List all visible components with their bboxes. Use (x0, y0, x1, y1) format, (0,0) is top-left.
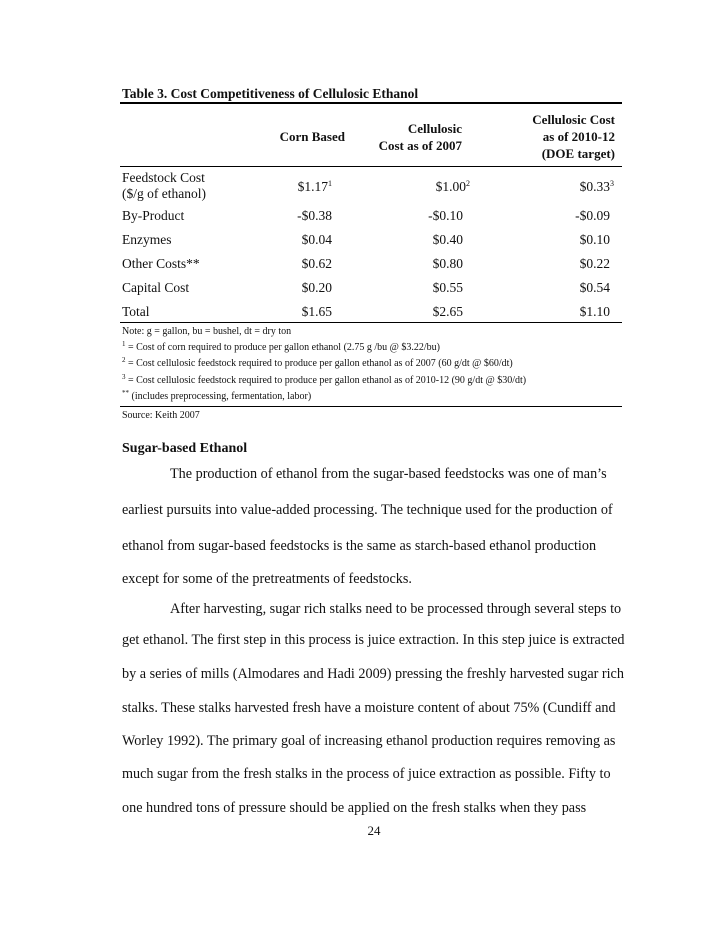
table-note-1: $^1$ = Cost of corn required to produce per gallon ethanol (2.75 g /bu @ $3.22/bu) (122, 340, 441, 353)
table-note-abbreviations: Note: g = gallon, bu = bushel, dt = dry ton (122, 326, 292, 337)
body-line: Worley 1992). The primary goal of increasing ethanol production requires removing as (122, 733, 616, 749)
table-cell: $0.04 (301, 232, 332, 247)
body-line: much sugar from the fresh stalks in the process of juice extraction as possible. Fifty to (122, 766, 611, 782)
table-cell: $1.10 (579, 304, 610, 319)
table-cell: $2.65 (432, 304, 463, 319)
body-line: get ethanol. The first step in this process is juice extraction. In this step juice is extracted (122, 632, 625, 648)
table-cell: -$0.09 (575, 208, 610, 223)
section-heading: Sugar-based Ethanol (122, 441, 248, 456)
row-label-by-product: By-Product (122, 208, 185, 223)
table-cell: $0.40 (432, 232, 463, 247)
table-cell: $0.20 (301, 280, 332, 295)
body-line: by a series of mills (Almodares and Hadi 2009) pressing the freshly harvested sugar rich (122, 666, 624, 682)
body-line: The production of ethanol from the sugar-based feedstocks was one of man’s (170, 466, 607, 482)
table-source: Source: Keith 2007 (122, 410, 200, 421)
table-cell: $0.55 (432, 280, 463, 295)
row-label-total: Total (122, 304, 150, 319)
header-bottom-rule (120, 166, 622, 167)
table-cell: -$0.10 (428, 208, 463, 223)
table-cell: $0.22 (579, 256, 610, 271)
row-label-feedstock-line1: Feedstock Cost (122, 170, 205, 185)
table-cell: $1.00$^2$ (435, 179, 470, 194)
table-cell: $1.17$^1$ (297, 179, 332, 194)
header-cellulosic-2010-line3: (DOE target) (541, 146, 615, 161)
table-top-rule (120, 102, 622, 104)
row-label-enzymes: Enzymes (122, 232, 172, 247)
body-line: except for some of the pretreatments of feedstocks. (122, 571, 412, 587)
table-note-2: $^2$ = Cost cellulosic feedstock required to produce per gallon ethanol as of 2007 (60 g/dt @ $60/dt) (122, 356, 513, 369)
body-line: earliest pursuits into value-added processing. The technique used for the production of (122, 502, 613, 518)
table-note-3: $^3$ = Cost cellulosic feedstock required to produce per gallon ethanol as of 2010-12 (90 g/dt @ $30/dt) (122, 373, 527, 386)
header-corn-based: Corn Based (279, 129, 345, 144)
table-title: Table 3. Cost Competitiveness of Cellulosic Ethanol (122, 86, 419, 101)
body-line: stalks. These stalks harvested fresh have a moisture content of about 75% (Cundiff and (122, 700, 616, 716)
header-cellulosic-2007-line1: Cellulosic (407, 121, 462, 136)
header-cellulosic-2007-line2: Cost as of 2007 (378, 138, 462, 153)
row-label-other-costs: Other Costs** (122, 256, 200, 271)
body-line: After harvesting, sugar rich stalks need to be processed through several steps to (170, 601, 622, 617)
header-cellulosic-2010-line2: as of 2010-12 (542, 129, 615, 144)
table-body-bottom-rule (120, 322, 622, 323)
table-cell: $0.62 (301, 256, 332, 271)
page-number: 24 (367, 823, 381, 838)
row-label-capital-cost: Capital Cost (122, 280, 190, 295)
table-cell: $0.10 (579, 232, 610, 247)
body-line: ethanol from sugar-based feedstocks is the same as starch-based ethanol production (122, 538, 597, 554)
table-cell: $0.80 (432, 256, 463, 271)
table-cell: $0.54 (579, 280, 610, 295)
header-cellulosic-2010-line1: Cellulosic Cost (532, 112, 615, 127)
table-notes-bottom-rule (120, 406, 622, 407)
table-note-4: ** (includes preprocessing, fermentation, labor) (122, 389, 312, 402)
table-cell: -$0.38 (297, 208, 332, 223)
row-label-feedstock-line2: ($/g of ethanol) (122, 186, 206, 201)
table-cell: $0.33$^3$ (579, 179, 614, 194)
table-cell: $1.65 (301, 304, 332, 319)
body-line: one hundred tons of pressure should be applied on the fresh stalks when they pass (122, 800, 587, 816)
